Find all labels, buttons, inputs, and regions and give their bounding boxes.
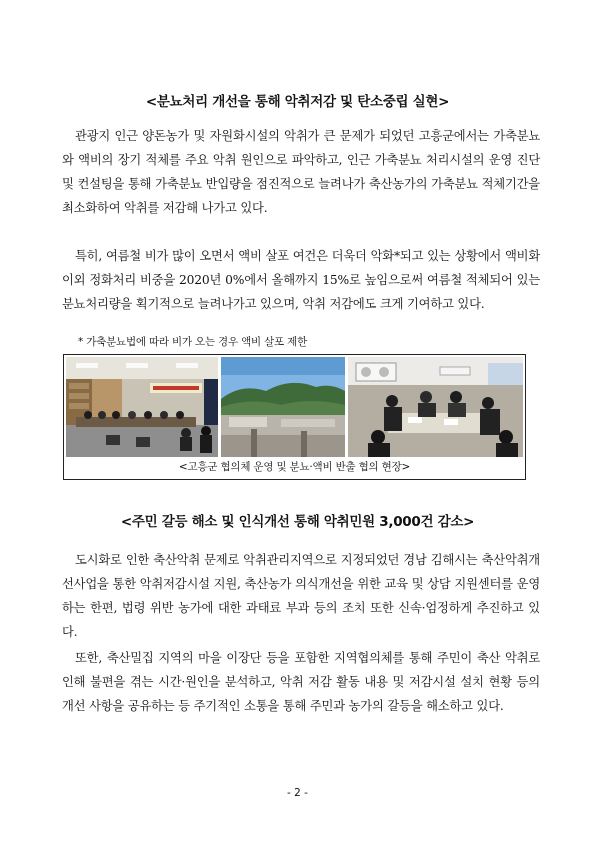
- footnote: * 가축분뇨법에 따라 비가 오는 경우 액비 살포 제한: [78, 336, 308, 348]
- page-number: - 2 -: [287, 787, 308, 799]
- section2-heading: <주민 갈등 해소 및 인식개선 통해 악취민원 3,000건 감소>: [120, 514, 475, 530]
- section1-paragraph-2: 특히, 여름철 비가 많이 오면서 액비 살포 여건은 더욱더 악화*되고 있는 상황에서 액비화 이외 정화처리 비중을 2020년 0%에서 올해까지 15%로 높임으로써 여름철 적체되어 있는 분뇨처리량을 획기적으로 늘려나가고 있으며, 악취 저감에도 크게 기여하고 있다.: [62, 249, 540, 311]
- meeting-room-photo: [66, 357, 218, 457]
- photo-caption: <고흥군 협의체 운영 및 분뇨·액비 반출 협의 현장>: [178, 461, 411, 473]
- photo-panel: [63, 354, 526, 480]
- facility-rooftop-photo: [221, 357, 345, 457]
- section1-heading: <분뇨처리 개선을 통해 악취저감 및 탄소중립 실현>: [145, 94, 450, 110]
- consultation-meeting-photo: [348, 357, 523, 457]
- section1-paragraph-1: 관광지 인근 양돈농가 및 자원화시설의 악취가 큰 문제가 되었던 고흥군에서는 가축분뇨와 액비의 장기 적체를 주요 악취 원인으로 파악하고, 인근 가축분뇨 처리시설의 운영 진단 및 컨설팅을 통해 가축분뇨 반입량을 점진적으로 늘려나가 축산농가의 가축분뇨 적체기간을 최소화하여 악취를 저감해 나가고 있다.: [62, 129, 540, 215]
- section2-paragraph-2: 또한, 축산밀집 지역의 마을 이장단 등을 포함한 지역협의체를 통해 주민이 축산 악취로 인해 불편을 겪는 시간·원인을 분석하고, 악취 저감 활동 내용 및 저감시설 설치 현황 등의 개선 사항을 공유하는 등 주기적인 소통을 통해 주민과 농가의 갈등을 해소하고 있다.: [62, 651, 540, 713]
- section2-paragraph-1: 도시화로 인한 축산악취 문제로 악취관리지역으로 지정되었던 경남 김해시는 축산악취개선사업을 통한 악취저감시설 지원, 축산농가 의식개선을 위한 교육 및 상담 지원센터를 운영하는 한편, 법령 위반 농가에 대한 과태료 부과 등의 조치 또한 신속·엄정하게 추진하고 있다.: [62, 553, 540, 639]
